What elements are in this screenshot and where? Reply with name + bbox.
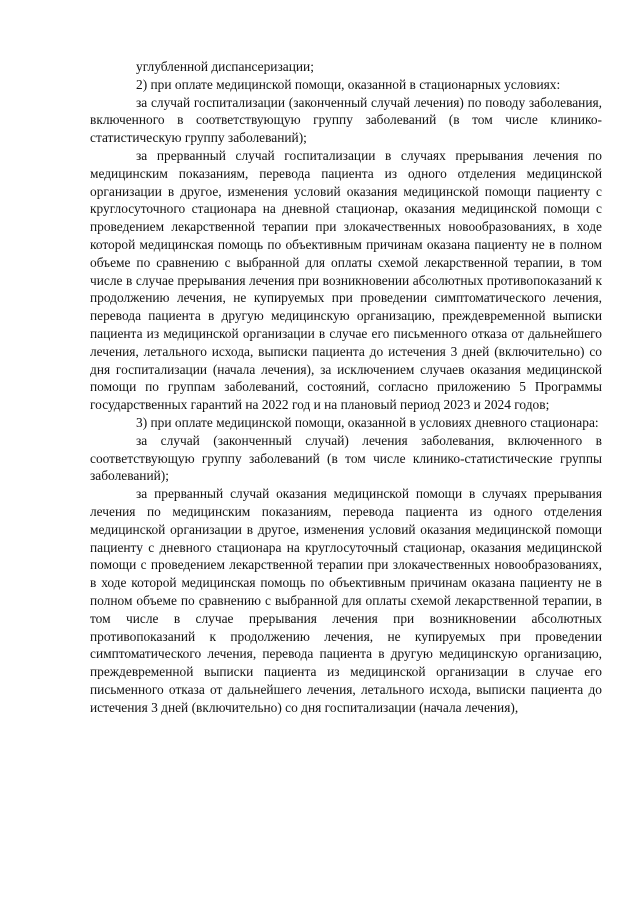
paragraph-item-2-heading: 2) при оплате медицинской помощи, оказанной в стационарных условиях: bbox=[136, 76, 561, 92]
paragraph-completed-hospitalization: за случай госпитализации (законченный случай лечения) по поводу заболевания, включенного в соответствующую группу заболеваний (в том числе клинико-статистическую группу заболеваний); bbox=[90, 94, 602, 146]
paragraph-continuation: углубленной диспансеризации; bbox=[136, 59, 314, 74]
paragraph-item-3-heading: 3) при оплате медицинской помощи, оказанной в условиях дневного стационара: bbox=[136, 414, 599, 430]
document-page bbox=[90, 58, 602, 716]
paragraph-completed-day-treatment: за случай (законченный случай) лечения заболевания, включенного в соответствующую группу заболеваний (в том числе клинико-статистические группы заболеваний); bbox=[90, 432, 602, 484]
paragraph-interrupted-hospitalization: за прерванный случай госпитализации в случаях прерывания лечения по медицинским показаниям, перевода пациента из одного отделения медицинской организации в другое, изменения условий оказания медицинской помощи пациенту с круглосуточного стационара на дневной стационар, оказания медицинской помощи с проведением лекарственной терапии при злокачественных новообразованиях, в ходе которой медицинская помощь по объективным причинам оказана пациенту не в полном объеме по сравнению с выбранной для оплаты схемой лекарственной терапии, в том числе в случае прерывания лечения при возникновении абсолютных противопоказаний к продолжению лечения, не купируемых при проведении симптоматического лечения, перевода пациента в другую медицинскую организацию, преждевременной выписки пациента из медицинской организации в случае его письменного отказа от дальнейшего лечения, летального исхода, выписки пациента до истечения 3 дней (включительно) со дня госпитализации (начала лечения), за исключением случаев оказания медицинской помощи по группам заболеваний, состояний, согласно приложению 5 Программы государственных гарантий на 2022 год и на плановый период 2023 и 2024 годов; bbox=[90, 147, 602, 413]
paragraph-interrupted-day-treatment: за прерванный случай оказания медицинской помощи в случаях прерывания лечения по медицинским показаниям, перевода пациента из одного отделения медицинской организации в другое, изменения условий оказания медицинской помощи пациенту с дневного стационара на круглосуточный стационар, оказания медицинской помощи с проведением лекарственной терапии при злокачественных новообразованиях, в ходе которой медицинская помощь по объективным причинам оказана пациенту не в полном объеме по сравнению с выбранной для оплаты схемой лекарственной терапии, в том числе в случае прерывания лечения при возникновении абсолютных противопоказаний к продолжению лечения, не купируемых при проведении симптоматического лечения, перевода пациента в другую медицинскую организацию, преждевременной выписки пациента из медицинской организации в случае его письменного отказа от дальнейшего лечения, летального исхода, выписки пациента до истечения 3 дней (включительно) со дня госпитализации (начала лечения), bbox=[90, 486, 602, 715]
